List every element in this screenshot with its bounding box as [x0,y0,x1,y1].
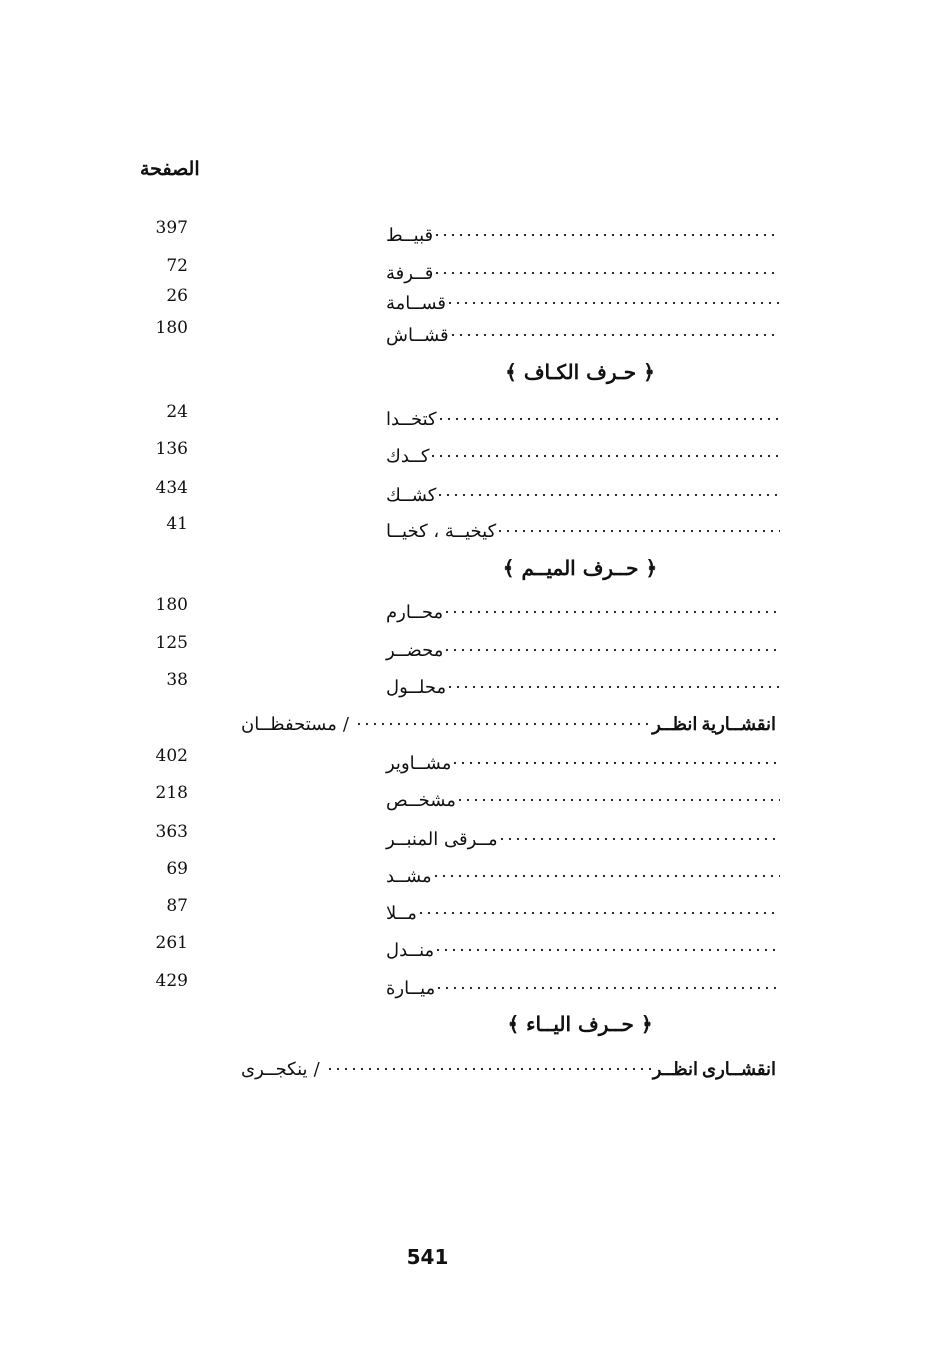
index-entry [140,668,780,698]
see-label: انظــر [652,714,698,735]
page-number: 363 [155,822,188,842]
index-entry [140,476,780,506]
dot-leader [435,981,780,995]
page-number: 24 [166,402,188,422]
index-entry [140,931,780,961]
term: قبيــط [386,225,434,246]
index-entry [140,254,780,284]
index-entry [140,512,780,542]
section-heading-kaf: ﴿ حـرف الكـاف ﴾ [505,360,655,384]
index-entry [140,437,780,467]
term: مستحفظــان [241,714,337,735]
term: كشــك [386,485,437,506]
term: قــرفة [386,263,434,284]
cross-reference-entry [140,705,780,735]
section-heading-mim: ﴿ حــرف الميــم ﴾ [502,556,658,580]
index-entry [140,593,780,623]
dot-leader [496,524,780,538]
page-number: 26 [166,286,188,306]
page-number: 397 [155,218,188,238]
dot-leader [446,296,780,310]
page-number: 434 [155,478,188,498]
dot-leader [355,717,652,731]
dot-leader [433,266,780,280]
section-heading-ya: ﴿ حــرف اليــاء ﴾ [507,1012,653,1036]
dot-leader [451,756,780,770]
page-number: 180 [155,318,188,338]
dot-leader [434,943,780,957]
term: ينكجــرى [241,1059,308,1080]
dot-leader [443,605,780,619]
dot-leader [449,328,780,342]
page-number: 69 [166,859,188,879]
term: قشــاش [386,325,449,346]
dot-leader [436,488,780,502]
index-entry [140,744,780,774]
term: ميــارة [386,978,436,999]
term: مــرقى المنبــر [386,829,498,850]
page-number: 402 [155,746,188,766]
dot-leader [433,228,780,242]
page-column-label: الصفحة [140,158,200,180]
dot-leader [432,869,780,883]
index-entry [140,820,780,850]
index-entry [140,316,780,346]
index-entry [140,400,780,430]
separator-slash: / [313,1059,320,1080]
page-number: 38 [166,670,188,690]
term: مشــاوير [386,753,452,774]
index-entry [140,216,780,246]
see-label: انظــر [652,1059,698,1080]
page-number: 72 [166,256,188,276]
page-number: 261 [155,933,188,953]
page-number: 136 [155,439,188,459]
term: مــلا [386,903,417,924]
see-target: انقشــارى [702,1059,776,1080]
dot-leader [326,1062,653,1076]
term: محضــر [386,640,444,661]
dot-leader [498,832,780,846]
index-entry [140,894,780,924]
term: محــارم [386,602,444,623]
index-entry [140,284,780,314]
page-number: 218 [155,783,188,803]
page-number: 87 [166,896,188,916]
term: مشخــص [386,790,456,811]
dot-leader [446,680,780,694]
page-number: 41 [166,514,188,534]
term: مشــد [386,866,432,887]
cross-reference-entry [140,1050,780,1080]
dot-leader [456,793,780,807]
term: كتخــدا [386,409,437,430]
term: قســامة [386,293,446,314]
separator-slash: / [342,714,349,735]
index-entry [140,857,780,887]
term: كــدك [386,446,430,467]
index-entry [140,969,780,999]
term: محلــول [386,677,447,698]
index-entry [140,781,780,811]
dot-leader [443,643,780,657]
page-number: 180 [155,595,188,615]
term: كيخيــة ، كخيــا [386,521,497,542]
page-number: 429 [155,971,188,991]
dot-leader [437,412,780,426]
page-number: 125 [155,633,188,653]
dot-leader [417,906,780,920]
term: منــدل [386,940,435,961]
index-entry [140,631,780,661]
page-folio-number: 541 [406,1245,449,1269]
see-target: انقشــارية [701,714,776,735]
dot-leader [429,449,780,463]
